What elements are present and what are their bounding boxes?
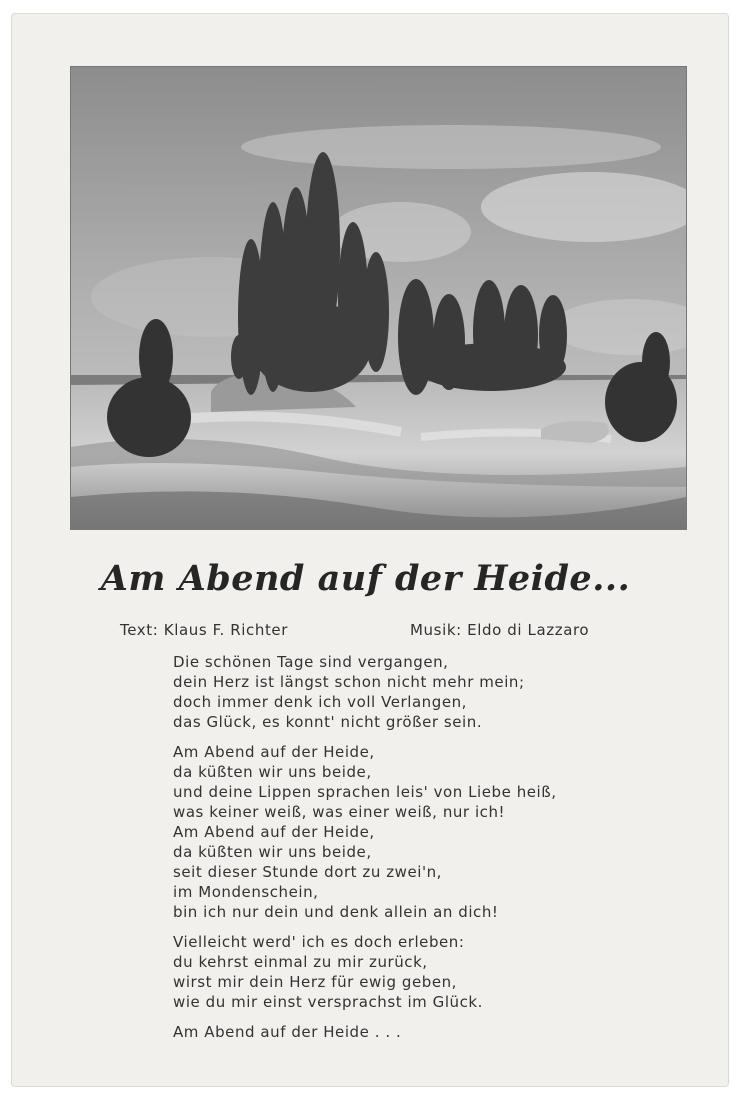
lyricist-credit: Text: Klaus F. Richter	[120, 621, 289, 639]
lyric-line: seit dieser Stunde dort zu zwei'n,	[173, 863, 442, 881]
lyric-line: Am Abend auf der Heide,	[173, 823, 375, 841]
composer-credit: Musik: Eldo di Lazzaro	[410, 621, 590, 639]
stanza	[173, 652, 557, 732]
lyric-line: doch immer denk ich voll Verlangen,	[173, 693, 467, 711]
lyric-line: dein Herz ist längst schon nicht mehr mein;	[173, 673, 525, 691]
lyric-line: wie du mir einst versprachst im Glück.	[173, 993, 483, 1011]
lyric-line: da küßten wir uns beide,	[173, 843, 372, 861]
lyric-line: Am Abend auf der Heide . . .	[173, 1023, 402, 1041]
lyric-line: bin ich nur dein und denk allein an dich!	[173, 903, 499, 921]
lyric-line: und deine Lippen sprachen leis' von Liebe heiß,	[173, 783, 557, 801]
stanza	[173, 1022, 557, 1042]
stanza	[173, 932, 557, 1012]
heath-photograph	[70, 66, 687, 530]
lyric-line: wirst mir dein Herz für ewig geben,	[173, 973, 457, 991]
lyric-line: da küßten wir uns beide,	[173, 763, 372, 781]
lyric-line: im Mondenschein,	[173, 883, 319, 901]
lyric-line: Vielleicht werd' ich es doch erleben:	[173, 933, 465, 951]
lyric-line: was keiner weiß, was einer weiß, nur ich!	[173, 803, 506, 821]
lyric-line: du kehrst einmal zu mir zurück,	[173, 953, 428, 971]
lyric-line: das Glück, es konnt' nicht größer sein.	[173, 713, 483, 731]
lyric-line: Am Abend auf der Heide,	[173, 743, 375, 761]
song-title: Am Abend auf der Heide...	[100, 558, 631, 599]
stanza	[173, 742, 557, 922]
song-lyrics	[173, 652, 557, 1052]
lyric-line: Die schönen Tage sind vergangen,	[173, 653, 449, 671]
